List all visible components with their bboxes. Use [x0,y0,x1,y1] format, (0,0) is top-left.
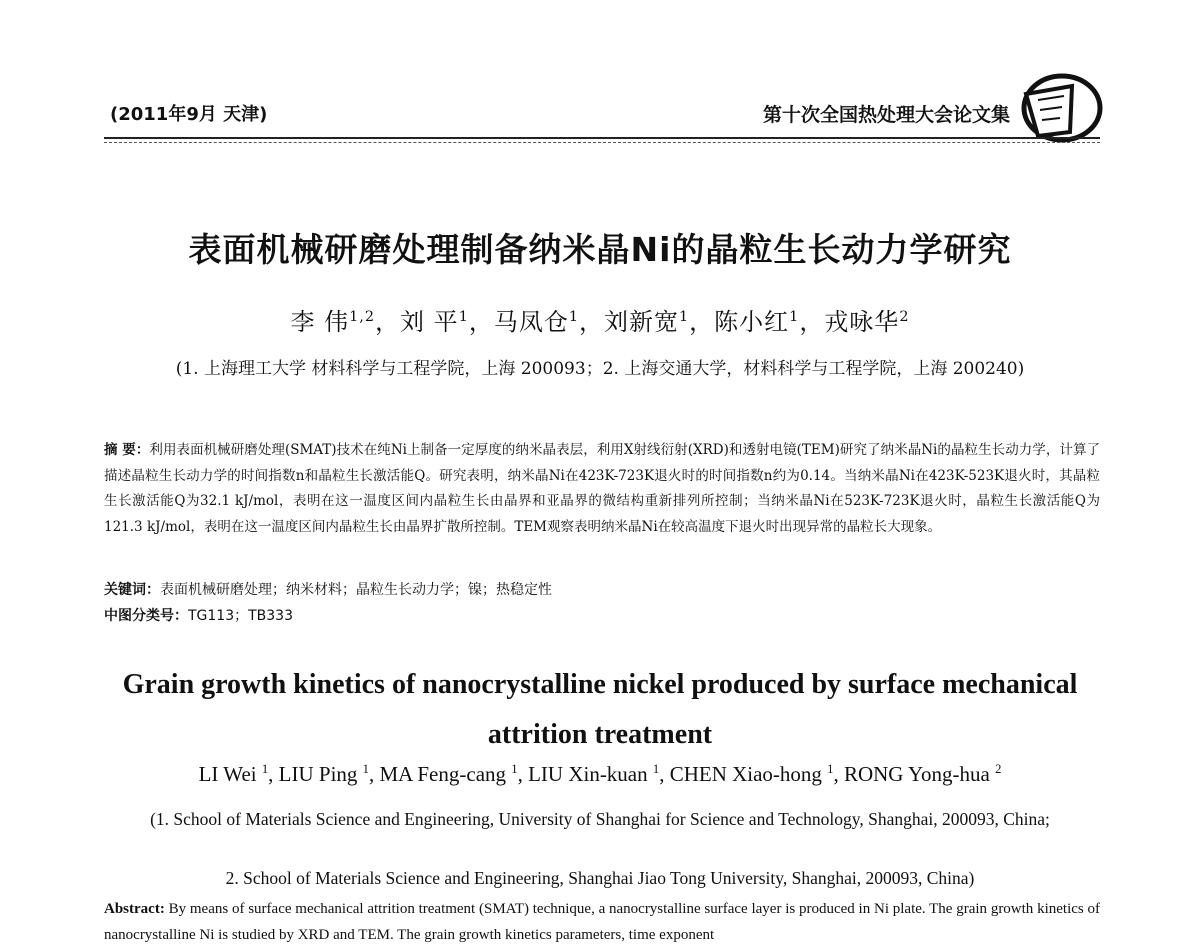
chinese-abstract-text: 利用表面机械研磨处理(SMAT)技术在纯Ni上制备一定厚度的纳米晶表层，利用X射线衍射(XRD)和透射电镜(TEM)研究了纳米晶Ni的晶粒生长动力学，计算了描述晶粒生长动力学的时间指数n和晶粒生长激活能Q。研究表明，纳米晶Ni在423K-723K退火时的时间指数n约为0.14。当纳米晶Ni在423K-523K退火时，其晶粒生长激活能Q为32.1 kJ/mol，表明在这一温度区间内晶粒生长由晶界和亚晶界的微结构重新排列所控制；当纳米晶Ni在523K-723K退火时，晶粒生长激活能Q为121.3 kJ/mol，表明在这一温度区间内晶粒生长由晶界扩散所控制。TEM观察表明纳米晶Ni在较高温度下退火时出现异常的晶粒长大现象。 [104,442,1101,535]
author-name: MA Feng-cang [379,762,512,786]
chinese-keywords [104,578,1100,602]
english-authors [0,762,1200,787]
english-title: Grain growth kinetics of nanocrystalline nickel produced by surface mechanical attrition treatment [122,669,1078,750]
chinese-abstract-label: 摘 要： [104,442,150,458]
classification-label: 中图分类号： [104,608,188,624]
header-rule-dashed [104,142,1100,143]
keywords-text: 表面机械研磨处理；纳米材料；晶粒生长动力学；镍；热稳定性 [160,582,552,598]
chinese-abstract [104,438,1100,540]
author-affiliation-mark: 2 [899,309,910,325]
classification-text: TG113；TB333 [188,608,293,624]
author-separator: , [833,762,844,786]
author-name: 陈小红 [714,308,790,336]
author-affiliation-mark: 1 [789,309,800,325]
author-name: CHEN Xiao-hong [669,762,828,786]
running-header-right: 第十次全国热处理大会论文集 [762,104,1010,126]
english-abstract [104,896,1100,948]
author-affiliation-mark: 1 [827,762,834,776]
author-name: 李 伟 [290,308,350,336]
author-affiliation-mark: 1 [458,309,469,325]
author-separator: , [659,762,670,786]
chinese-authors [0,302,1200,337]
author-affiliation-mark: 1 [362,762,369,776]
author-affiliation-mark: 1 [511,762,518,776]
english-affiliation-2: 2. School of Materials Science and Engineering, Shanghai Jiao Tong University, Shanghai, 200093, China) [225,868,975,888]
author-separator: , [517,762,529,786]
author-name: 戎咏华 [824,308,900,336]
author-name: 刘 平 [400,308,459,336]
author-separator: ， [799,308,825,336]
english-affiliation-1: (1. School of Materials Science and Engineering, University of Shanghai for Science and Technology, Shanghai, 200093, China; [150,809,1050,829]
author-affiliation-mark: 1,2 [349,309,376,325]
author-separator: ， [468,308,494,336]
english-abstract-text: By means of surface mechanical attrition treatment (SMAT) technique, a nanocrystalline surface layer is produced in Ni plate. The grain growth kinetics of nanocrystalline Ni is studied by XRD and TEM. The grain growth kinetics parameters, time exponent [104,901,1100,943]
author-name: 马凤仓 [493,308,569,336]
author-affiliation-mark: 1 [261,762,269,776]
author-separator: ， [689,308,715,336]
author-affiliation-mark: 1 [679,309,690,325]
author-name: LI Wei [198,762,262,786]
author-name: 刘新宽 [604,308,679,336]
author-name: LIU Ping [278,762,363,786]
chinese-title: 表面机械研磨处理制备纳米晶Ni的晶粒生长动力学研究 [188,230,1012,269]
author-name: LIU Xin-kuan [528,762,653,786]
author-separator: ， [579,308,604,336]
conference-logo-icon [1012,66,1104,146]
author-affiliation-mark: 1 [652,762,660,776]
header-rule [104,137,1100,139]
author-affiliation-mark: 1 [568,309,579,325]
keywords-label: 关键词： [104,582,160,598]
classification-number [104,604,1100,628]
author-name: RONG Yong-hua [843,762,996,786]
chinese-affiliation: (1. 上海理工大学 材料科学与工程学院，上海 200093；2. 上海交通大学，材料科学与工程学院，上海 200240) [175,359,1025,379]
running-header-left: (2011年9月 天津) [110,104,268,125]
author-separator: , [268,762,279,786]
author-separator: , [368,762,380,786]
author-affiliation-mark: 2 [995,762,1002,776]
english-abstract-label: Abstract: [104,901,165,917]
author-separator: ， [375,308,401,336]
